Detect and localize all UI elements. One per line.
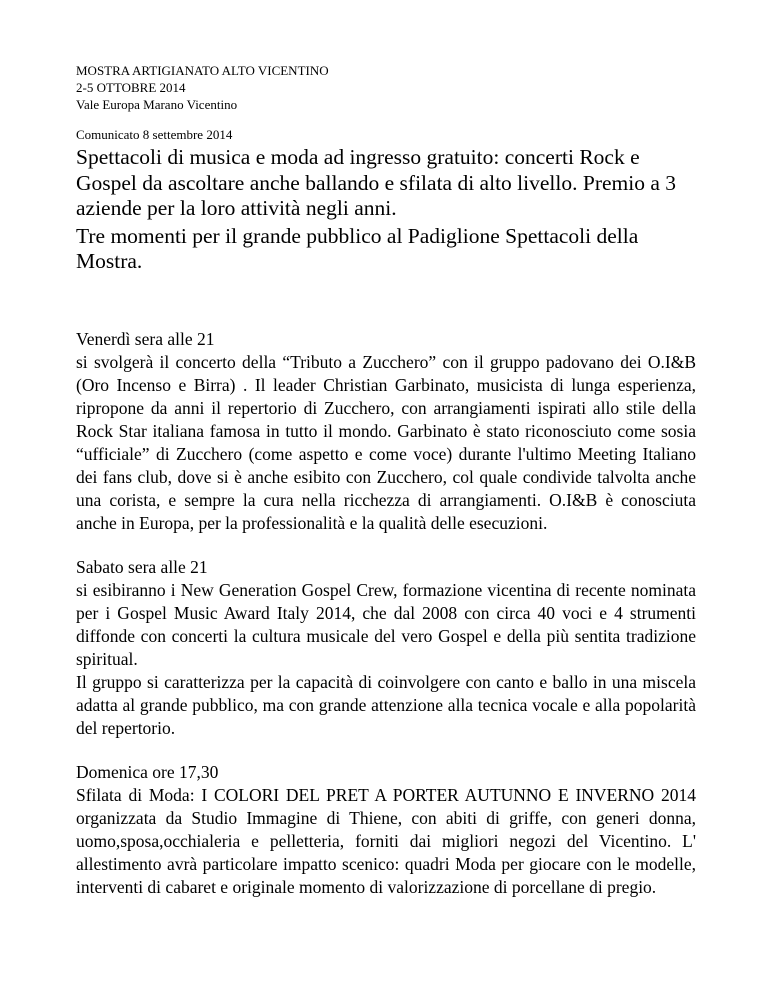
section-sunday [76, 761, 696, 899]
section-paragraph: Il gruppo si caratterizza per la capacità di coinvolgere con canto e ballo in una miscela adatta al grande pubblico, ma con grande attenzione alla tecnica vocale e alla popolarità del repertorio. [76, 671, 696, 738]
document-page [76, 62, 696, 899]
section-paragraph: si esibiranno i New Generation Gospel Crew, formazione vicentina di recente nominata per i Gospel Music Award Italy 2014, che dal 2008 con circa 40 voci e 4 strumenti diffonde con concerti la cultura musicale del vero Gospel e della più sentita tradizione spiritual. [76, 579, 696, 669]
section-saturday [76, 556, 696, 740]
headline-main: Spettacoli di musica e moda ad ingresso gratuito: concerti Rock e Gospel da ascoltare anche ballando e sfilata di alto livello. Premio a 3 aziende per la loro attività negli anni. [76, 145, 677, 220]
headline-sub: Tre momenti per il grande pubblico al Padiglione Spettacoli della Mostra. [76, 223, 639, 273]
section-paragraph: Sfilata di Moda: I COLORI DEL PRET A PORTER AUTUNNO E INVERNO 2014 organizzata da Studio Immagine di Thiene, con abiti di griffe, con generi donna, uomo,sposa,occhialeria e pelletteria, forniti dai migliori negozi del Vicentino. L' allestimento avrà particolare impatto scenico: quadri Moda per giocare con le modelle, interventi di cabaret e originale momento di valorizzazione di porcellane di pregio. [76, 784, 696, 897]
event-address: Vale Europa Marano Vicentino [76, 97, 238, 112]
event-dates: 2-5 OTTOBRE 2014 [76, 80, 186, 95]
section-heading-saturday: Sabato sera alle 21 [76, 556, 208, 577]
press-release-date: Comunicato 8 settembre 2014 [76, 127, 233, 142]
section-paragraph: si svolgerà il concerto della “Tributo a Zucchero” con il gruppo padovano dei O.I&B (Oro Incenso e Birra) . Il leader Christian Garbinato, musicista di lunga esperienza, ripropone da anni il repertorio di Zucchero, con arrangiamenti ispirati allo stile della Rock Star italiana famosa in tutto il mondo. Garbinato è stato riconosciuto come sosia “ufficiale” di Zucchero (come aspetto e come voce) durante l'ultimo Meeting Italiano dei fans club, dove si è anche esibito con Zucchero, col quale condivide talvolta anche una corista, e sempre la cura nella ricchezza di arrangiamenti. O.I&B è conosciuta anche in Europa, per la professionalità e la qualità delle esecuzioni. [76, 351, 696, 533]
event-name: MOSTRA ARTIGIANATO ALTO VICENTINO [76, 63, 329, 78]
section-friday [76, 328, 696, 535]
section-heading-friday: Venerdì sera alle 21 [76, 328, 215, 349]
section-heading-sunday: Domenica ore 17,30 [76, 761, 219, 782]
